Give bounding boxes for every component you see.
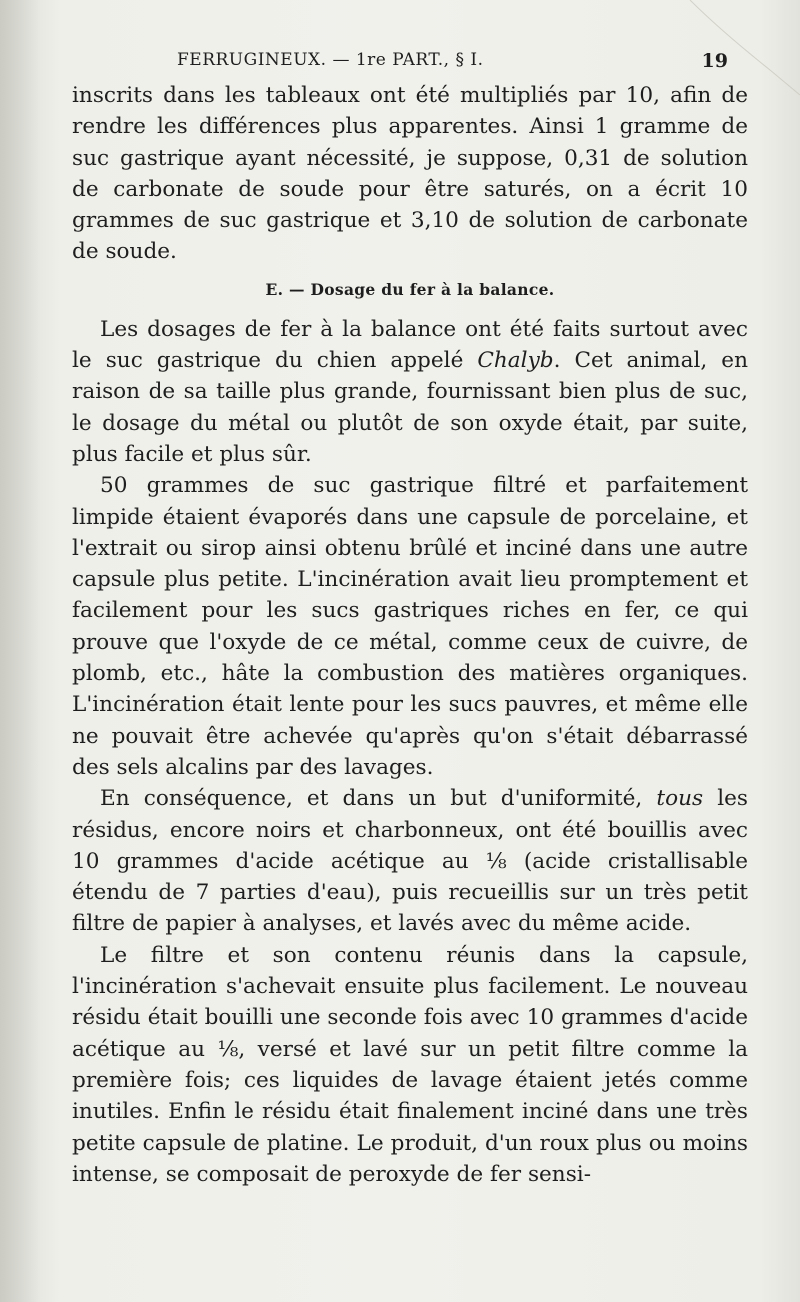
paragraph-chalyb [72,314,748,470]
paragraph-text: . Cet animal, en raison de sa taille plus grande, fournissant bien plus de suc, le dosage du métal ou plutôt de son oxyde était, par suite, plus facile et plus sûr. [72,348,748,467]
paragraph-text: En conséquence, et dans un but d'uniformité, [100,786,657,812]
page-number: 19 [701,50,728,72]
section-heading: E. — Dosage du fer à la balance. [265,279,555,299]
italic-dog-name: Chalyb [477,348,554,374]
paragraph-consequence [72,783,748,939]
paragraph-evaporation: 50 grammes de suc gastrique filtré et parfaitement limpide étaient évaporés dans une capsule de porcelaine, et l'extrait ou sirop ainsi obtenu brûlé et inciné dans une autre capsule plus petite. L'incinération avait lieu promptement et facilement pour les sucs gastriques riches en fer, ce qui prouve que l'oxyde de ce métal, comme ceux de cuivre, de plomb, etc., hâte la combustion des matières organiques. L'incinération était lente pour les sucs pauvres, et même elle ne pouvait être achevée qu'après qu'on s'était débarrassé des sels alcalins par des lavages. [72,473,748,780]
paragraph-filter: Le filtre et son contenu réunis dans la capsule, l'incinération s'achevait ensuite plus facilement. Le nouveau résidu était bouilli une seconde fois avec 10 grammes d'acide acétique au ⅛, versé et lavé sur un petit filtre comme la première fois; ces liquides de lavage étaient jetés comme inutiles. Enfin le résidu était finalement inciné dans une très petite capsule de platine. Le produit, d'un roux plus ou moins intense, se composait de peroxyde de fer sensi- [72,942,748,1187]
body-text [72,80,748,1190]
running-title: FERRUGINEUX. — 1re PART., § I. [177,50,484,70]
paragraph-text: les résidus, encore noirs et charbonneux, ont été bouillis avec 10 grammes d'acide acétique au ⅛ (acide cristallisable étendu de 7 parties d'eau), puis recueillis sur un très petit filtre de papier à analyses, et lavés avec du même acide. [72,786,748,937]
paragraph-continuation: inscrits dans les tableaux ont été multipliés par 10, afin de rendre les différences plus apparentes. Ainsi 1 gramme de suc gastrique ayant nécessité, je suppose, 0,31 de solution de carbonate de soude pour être saturés, on a écrit 10 grammes de suc gastrique et 3,10 de solution de carbonate de soude. [72,83,748,265]
running-header [40,50,760,80]
italic-emphasis: tous [656,786,704,812]
paragraph-text: Les dosages de fer à la balance ont été faits surtout avec le suc gastrique du chien appelé [72,316,748,374]
